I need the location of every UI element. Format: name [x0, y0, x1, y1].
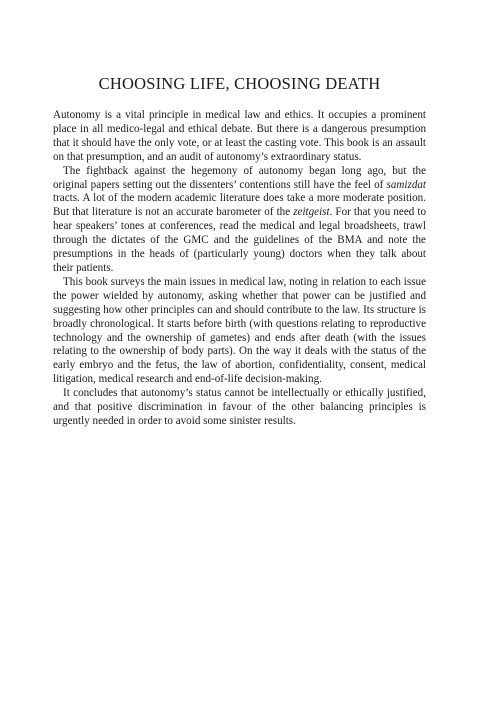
paragraph-2-text-b: tracts. A lot of the modern academic literature does take a more moderate position. But that literature is not an accurate barometer of the [53, 192, 426, 219]
body-text [53, 109, 426, 429]
paragraph-2-text-a: The fightback against the hegemony of autonomy began long ago, but the original papers setting out the dissenters’ contentions still have the feel of [53, 164, 426, 191]
paragraph-4-text: It concludes that autonomy’s status cannot be intellectually or ethically justified, and that positive discrimination in favour of the other balancing principles is urgently needed in order to avoid some sinister results. [53, 387, 426, 427]
page-title: CHOOSING LIFE, CHOOSING DEATH [98, 74, 381, 93]
paragraph-3 [53, 276, 426, 387]
paragraph-2-text-c: . For that you need to hear speakers’ tones at conferences, read the medical and legal broadsheets, trawl through the dictates of the GMC and the guidelines of the BMA and note the presumptions in the heads of (particularly young) doctors when they talk about their patients. [53, 206, 426, 274]
paragraph-2 [53, 165, 426, 276]
paragraph-2-italic-zeitgeist: zeitgeist [293, 206, 330, 219]
paragraph-3-text: This book surveys the main issues in medical law, noting in relation to each issue the power wielded by autonomy, asking whether that power can be justified and suggesting how other principles can and should contribute to the law. Its structure is broadly chronological. It starts before birth (with questions relating to reproductive technology and the ownership of gametes) and ends after death (with the issues relating to the ownership of body parts). On the way it deals with the status of the early embryo and the fetus, the law of abortion, confidentiality, consent, medical litigation, medical research and end-of-life decision-making. [53, 275, 426, 386]
paragraph-1 [53, 109, 426, 165]
paragraph-4 [53, 387, 426, 429]
paragraph-1-text: Autonomy is a vital principle in medical law and ethics. It occupies a prominent place in all medico-legal and ethical debate. But there is a dangerous presumption that it should have the only vote, or at least the casting vote. This book is an assault on that presumption, and an audit of autonomy’s extraordinary status. [53, 109, 426, 163]
page-content [53, 74, 426, 429]
paragraph-2-italic-samizdat: samizdat [386, 178, 426, 191]
